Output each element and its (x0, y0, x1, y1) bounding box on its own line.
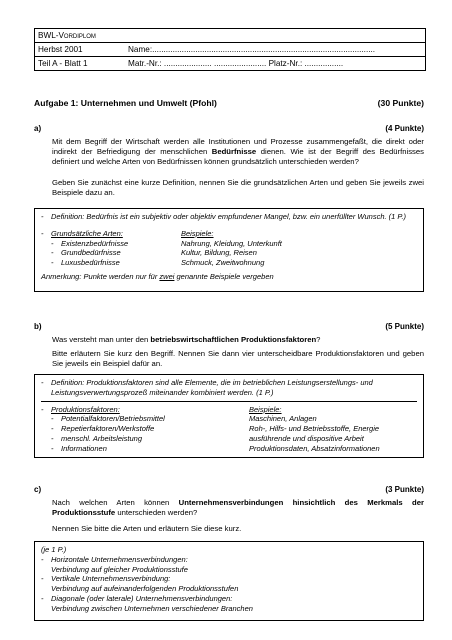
answer-b-row: - menschl. Arbeitsleistung ausführende und dispositive Arbeit (51, 433, 364, 443)
answer-a-art: Luxusbedürfnisse (61, 258, 120, 267)
answer-c-desc: Verbindung auf aufeinanderfolgenden Produktionsstufen (51, 584, 239, 593)
section-c-points: (3 Punkte) (385, 485, 424, 494)
answer-b-row: - Potentialfaktoren/Betriebsmittel Maschinen, Anlagen (51, 414, 317, 424)
answer-a-art: Grundbedürfnisse (61, 248, 121, 258)
answer-a-note (41, 272, 417, 282)
section-b-label: b) (34, 322, 42, 331)
exam-header (34, 28, 426, 71)
answer-c-head: (je 1 P.) (41, 545, 67, 554)
section-c-heading (34, 485, 424, 495)
section-b-points: (5 Punkte) (385, 322, 424, 331)
section-a-points: (4 Punkte) (385, 124, 424, 133)
answer-c-desc: Verbindung zwischen Unternehmen verschiedener Branchen (51, 603, 253, 613)
answer-a-note-text: Anmerkung: Punkte werden nur für (41, 271, 160, 281)
header-row-name (35, 43, 425, 57)
answer-a-row: - Grundbedürfnisse Kultur, Bildung, Reisen (51, 248, 257, 258)
answer-b-art: Repetierfaktoren/Werkstoffe (61, 424, 155, 433)
task-title (34, 98, 424, 109)
section-b-keyword: betriebswirtschaftlichen Produktionsfaktoren (150, 335, 317, 344)
answer-c-title: Horizontale Unternehmensverbindungen: (51, 554, 188, 564)
section-b-instruction: Bitte erläutern Sie kurz den Begriff. Nennen Sie dann vier unterscheidbare Produktionsfaktoren und geben Sie jeweils ein Beispiel dafür an. (52, 349, 424, 369)
answer-a-bsp: Kultur, Bildung, Reisen (181, 248, 257, 258)
answer-b-art: Informationen (61, 443, 107, 453)
section-c-keyword: Unternehmensverbindungen hinsichtlich des Merkmals der Produktionsstufe (52, 498, 424, 518)
answer-c-title: Diagonale (oder laterale) Unternehmensverbindungen: (51, 593, 233, 603)
section-b-text-end: ? (316, 335, 321, 344)
answer-b-definition: - Definition: Produktionsfaktoren sind alle Elemente, die im betrieblichen Leistungserstellungs- und Leistungsverwertungsprozeß miteinander kombiniert werden. (1 P.) (41, 378, 417, 398)
answer-a-bsp: Nahrung, Kleidung, Unterkunft (181, 238, 282, 248)
section-c-text: Nach welchen Arten können (52, 498, 179, 507)
section-a-answer-box (34, 208, 424, 292)
answer-b-row: - Informationen Produktionsdaten, Absatzinformationen (51, 443, 380, 453)
section-b-heading (34, 322, 424, 332)
exam-term: Herbst 2001 (38, 45, 83, 54)
answer-a-art: Existenzbedürfnisse (61, 238, 129, 248)
section-c-question (52, 498, 424, 518)
answer-b-bsp: Roh-, Hilfs- und Betriebsstoffe, Energie (249, 424, 380, 433)
answer-a-definition: - Definition: Bedürfnis ist ein subjektiv oder objektiv empfundener Mangel, bzw. ein unerfüllter Wunsch. (1 P.) (41, 212, 407, 221)
section-a-label: a) (34, 124, 42, 133)
section-c-text-end: unterschieden werden? (115, 508, 198, 518)
answer-b-bsp: Maschinen, Anlagen (249, 414, 317, 424)
section-a-text: Mit dem Begriff der Wirtschaft werden alle Institutionen und Prozesse zusammengefaßt, die direkt oder indirekt der Befriedigung der menschlichen (52, 137, 424, 157)
answer-c-item: - Vertikale Unternehmensverbindung: (41, 574, 171, 584)
exam-name: BWL-Vordiplom (38, 31, 96, 40)
answer-b-col1-head: Produktionsfaktoren: (51, 404, 120, 414)
header-row-matr (35, 57, 425, 70)
name-field[interactable]: Name:.................................................................................................. (128, 45, 376, 54)
section-a-heading (34, 124, 424, 134)
answer-b-bsp: ausführende und dispositive Arbeit (249, 433, 364, 443)
header-row-exam (35, 29, 425, 43)
answer-a-definition-text: Definition: Bedürfnis ist ein subjektiv oder objektiv empfundener Mangel, bzw. ein unerfüllter Wunsch. (1 P.) (51, 212, 407, 221)
matr-platz-field[interactable]: Matr.-Nr.: ..................... ....................... Platz-Nr.: ................. (128, 59, 344, 68)
answer-a-bsp: Schmuck, Zweitwohnung (181, 258, 265, 267)
answer-b-definition-text: Definition: Produktionsfaktoren sind alle Elemente, die im betrieblichen Leistungserstellungs- und Leistungsverwertungsprozeß miteinander kombiniert werden. (1 P.) (51, 378, 373, 397)
task-points: (30 Punkte) (377, 98, 424, 108)
task-title-text: Aufgabe 1: Unternehmen und Umwelt (Pfohl) (34, 98, 217, 108)
answer-a-row: - Existenzbedürfnisse Nahrung, Kleidung, Unterkunft (51, 238, 282, 248)
section-b-question (52, 335, 424, 345)
answer-a-row: - Luxusbedürfnisse Schmuck, Zweitwohnung (51, 258, 265, 267)
answer-b-row: - Repetierfaktoren/Werkstoffe Roh-, Hilfs- und Betriebsstoffe, Energie (51, 424, 380, 433)
section-a-keyword: Bedürfnisse (211, 147, 257, 157)
answer-b-bsp: Produktionsdaten, Absatzinformationen (249, 443, 380, 453)
answer-c-desc: Verbindung auf gleicher Produktionsstufe (51, 564, 188, 574)
answer-a-note-end: genannte Beispiele vergeben (174, 271, 274, 281)
answer-a-col2-head: Beispiele: (181, 228, 214, 238)
section-a-question (52, 137, 424, 167)
answer-c-item: - Diagonale (oder laterale) Unternehmensverbindungen: (41, 593, 233, 603)
section-a-text-end: dienen. Wie ist der Begriff des Bedürfnisses definiert und welche Arten von Bedürfnissen können grundsätzlich unterschieden werden? (52, 147, 424, 167)
answer-c-title: Vertikale Unternehmensverbindung: (51, 574, 171, 584)
section-c-instruction: Nennen Sie bitte die Arten und erläutern Sie diese kurz. (52, 524, 242, 533)
section-c-answer-box (34, 541, 424, 621)
answer-b-art: menschl. Arbeitsleistung (61, 433, 143, 443)
answer-b-table-head: - Produktionsfaktoren: Beispiele: (41, 405, 417, 415)
section-a-instruction: Geben Sie zunächst eine kurze Definition, nennen Sie die grundsätzlichen Arten und geben Sie jeweils zwei Beispiele dazu an. (52, 178, 424, 198)
answer-b-art: Potentialfaktoren/Betriebsmittel (61, 414, 165, 424)
exam-part: Teil A - Blatt 1 (38, 59, 88, 68)
section-c-label: c) (34, 485, 42, 494)
section-b-text: Was versteht man unter den (52, 335, 151, 344)
answer-a-table-head: - Grundsätzliche Arten: Beispiele: (41, 229, 417, 239)
answer-b-col2-head: Beispiele: (249, 404, 282, 414)
answer-a-note-emph: zwei (159, 271, 175, 281)
section-b-answer-box (34, 374, 424, 458)
answer-a-col1-head: Grundsätzliche Arten: (51, 228, 123, 238)
answer-c-item: - Horizontale Unternehmensverbindungen: (41, 554, 188, 564)
